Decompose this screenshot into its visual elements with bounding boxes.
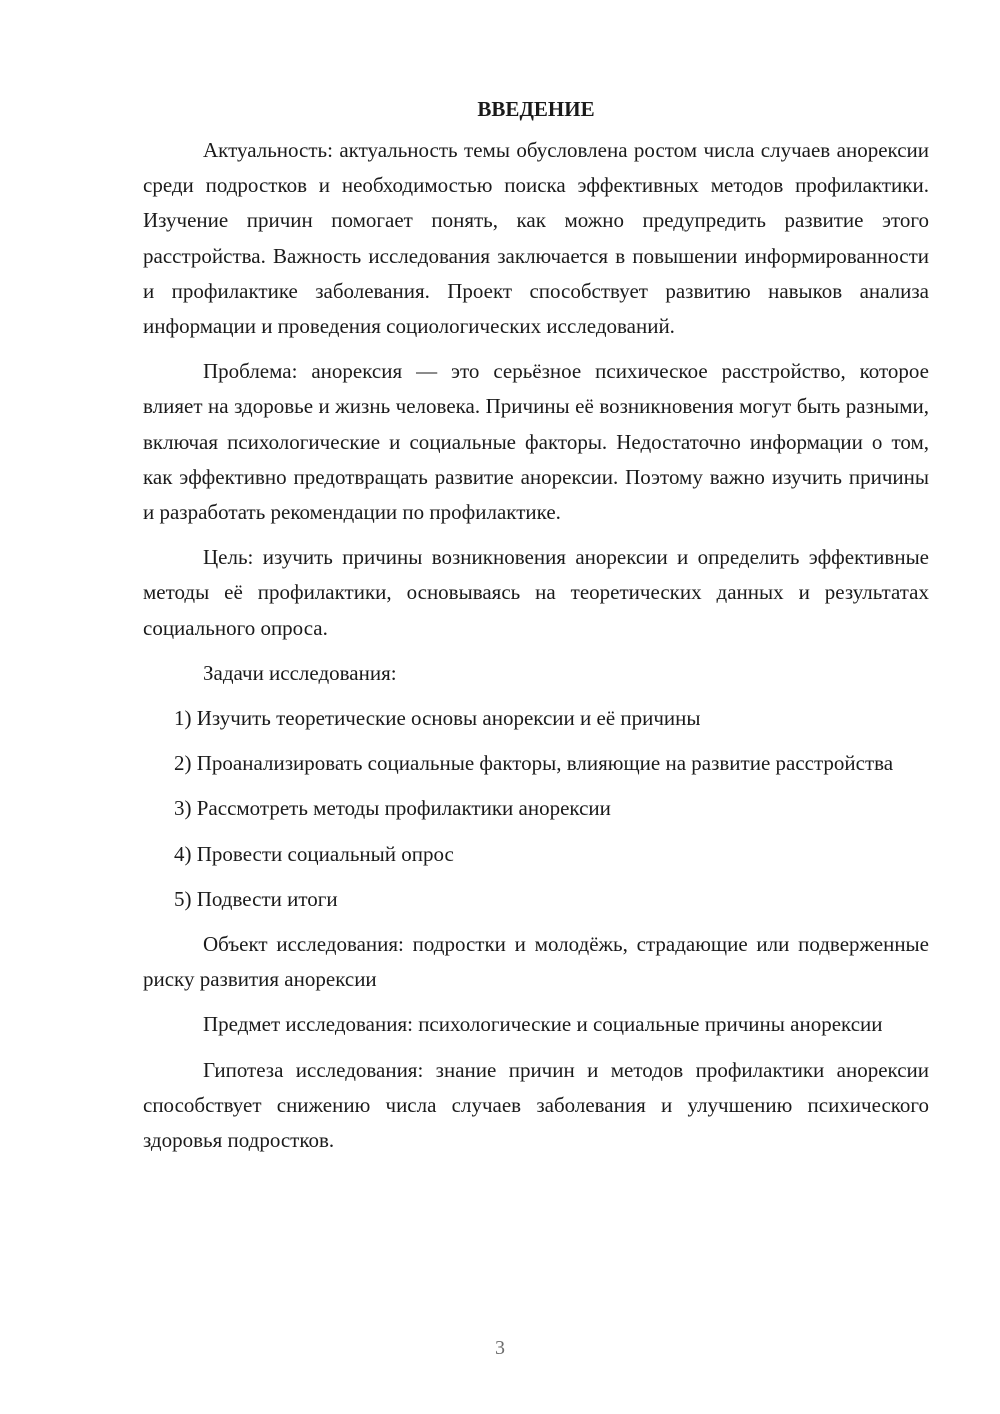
tasks-list [143,701,929,917]
relevance-paragraph: Актуальность: актуальность темы обусловлена ростом числа случаев анорексии среди подростков и необходимостью поиска эффективных методов профилактики. Изучение причин помогает понять, как можно предупредить развитие этого расстройства. Важность исследования заключается в повышении информированности и профилактике заболевания. Проект способствует развитию навыков анализа информации и проведения социологических исследований. [143,138,929,339]
list-item: 5) Подвести итоги [174,886,338,911]
document-page [143,92,929,1168]
subject-paragraph: Предмет исследования: психологические и социальные причины анорексии [203,1012,883,1037]
list-item: 3) Рассмотреть методы профилактики анорексии [174,796,611,821]
list-item: 2) Проанализировать социальные факторы, влияющие на развитие расстройства [174,751,894,776]
list-item: 1) Изучить теоретические основы анорексии и её причины [174,706,701,731]
goal-paragraph: Цель: изучить причины возникновения анорексии и определить эффективные методы её профилактики, основываясь на теоретических данных и результатах социального опроса. [143,545,929,640]
hypothesis-paragraph: Гипотеза исследования: знание причин и методов профилактики анорексии способствует снижению числа случаев заболевания и улучшению психического здоровья подростков. [143,1057,929,1153]
page-title: ВВЕДЕНИЕ [477,97,595,121]
object-paragraph: Объект исследования: подростки и молодёжь, страдающие или подверженные риску развития анорексии [143,932,929,992]
problem-paragraph: Проблема: анорексия — это серьёзное психическое расстройство, которое влияет на здоровье и жизнь человека. Причины её возникновения могут быть разными, включая психологические и социальные факторы. Недостаточно информации о том, как эффективно предотвращать развитие анорексии. Поэтому важно изучить причины и разработать рекомендации по профилактике. [143,359,929,525]
page-number: 3 [495,1337,505,1359]
tasks-heading: Задачи исследования: [203,660,397,685]
list-item: 4) Провести социальный опрос [174,841,454,866]
